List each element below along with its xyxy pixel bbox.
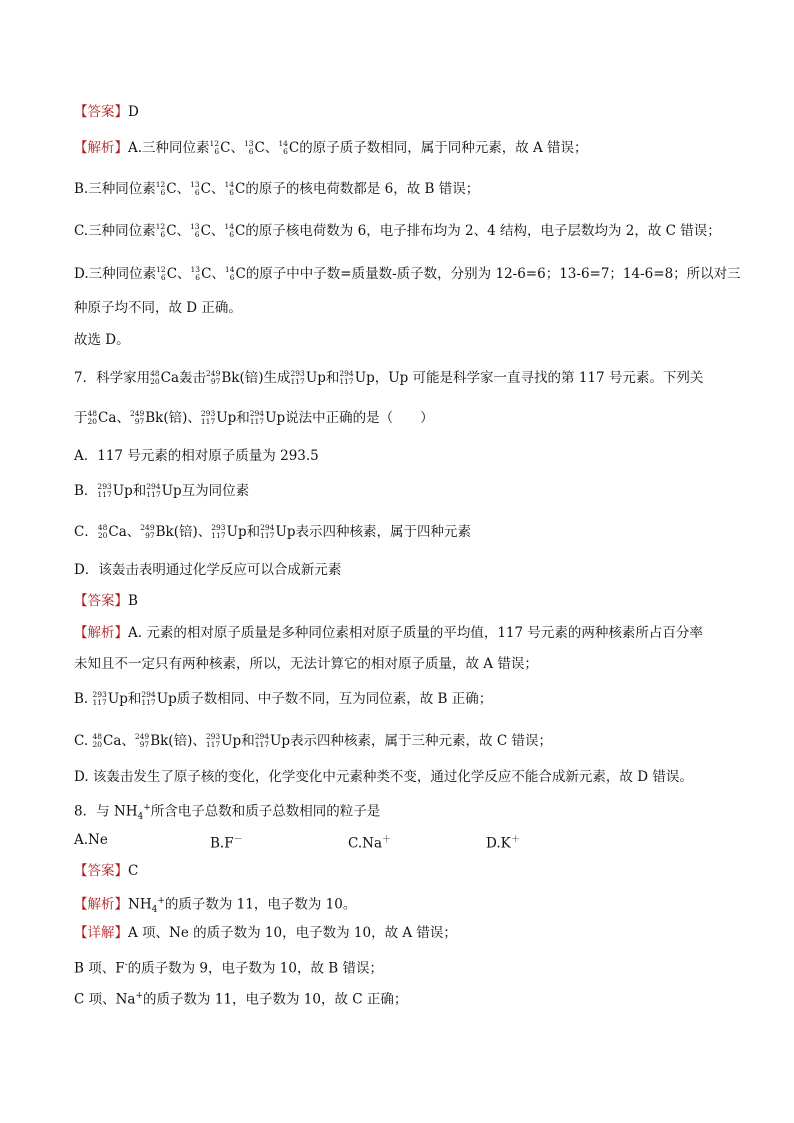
nuclide-c14: 14 6 C bbox=[224, 221, 246, 239]
nuclide-ca48: 48 20 Ca bbox=[97, 522, 127, 540]
q6-analysis-b: B.三种同位素 12 6 C、 13 6 C、 14 6 C的原子的核电荷数都是 6，故 B 错误； bbox=[74, 179, 480, 197]
q7-option-d: D．该轰击表明通过化学反应可以合成新元素 bbox=[74, 562, 342, 578]
q7-analysis-a1: 【解析】A. 元素的相对原子质量是多种同位素相对原子质量的平均值，117 号元素的两种核素所占百分率 bbox=[74, 625, 703, 641]
q6-analysis-d-cont: 种原子均不同，故 D 正确。 bbox=[74, 300, 242, 316]
answer-value: C bbox=[128, 863, 139, 879]
text: 的原子中中子数=质量数-质子数，分别为 12-6=6；13-6=7；14-6=8；所以对三 bbox=[245, 266, 741, 282]
nuclide-c12: 12 6 C bbox=[155, 179, 177, 197]
nuclide-bk249: 249 97 Bk(锫) bbox=[140, 522, 198, 540]
nuclide-c12: 12 6 C bbox=[156, 264, 178, 282]
answer-tag: 【答案】 bbox=[74, 863, 128, 879]
q7-answer-line bbox=[74, 591, 138, 611]
text: B.三种同位素 bbox=[74, 181, 156, 197]
q7-stem-line1: 7．科学家用 48 20 Ca轰击 249 97 Bk(锫)生成 293 117 Up和 294 117 Up，Up 可能是科学家一直寻找的第 117 号元素。下列关 bbox=[74, 368, 704, 386]
q8-analysis: 【解析】$NH_4^+$的质子数为 11，电子数为 10。 bbox=[74, 896, 357, 916]
nuclide-c14: 14 6 C bbox=[224, 179, 246, 197]
nuclide-up293: 293 117 Up bbox=[92, 689, 128, 707]
nuclide-ca48: 48 20 Ca bbox=[87, 408, 117, 426]
q7-analysis-c: C. 48 20 Ca、 249 97 Bk(锫)、 293 117 Up和 294 117 Up表示四种核素，属于三种元素，故 C 错误； bbox=[74, 731, 552, 749]
nuclide-up294: 294 117 Up bbox=[260, 522, 296, 540]
q6-answer-line bbox=[74, 102, 139, 122]
nuclide-up294: 294 117 Up bbox=[141, 689, 177, 707]
answer-tag: 【答案】 bbox=[74, 104, 128, 120]
text: 的原子质子数相同，属于同种元素，故 A 错误； bbox=[299, 140, 588, 156]
nuclide-ca48: 48 20 Ca bbox=[150, 368, 180, 386]
text: 的原子核电荷数为 6，电子排布均为 2、4 结构，电子层数均为 2，故 C 错误 bbox=[245, 223, 708, 239]
nuclide-up293: 293 117 Up bbox=[290, 368, 326, 386]
q7-option-c: C． 48 20 Ca、 249 97 Bk(锫)、 293 117 Up和 294 117 Up表示四种核素，属于四种元素 bbox=[74, 522, 471, 540]
q6-analysis-a: 【解析】A.三种同位素 12 6 C、 13 6 C、 14 6 C的原子质子数相同，属于同种元素，故 A 错误； bbox=[74, 138, 588, 156]
q6-conclusion: 故选 D。 bbox=[74, 332, 130, 348]
q8-option-d: D.K＋ bbox=[486, 835, 520, 852]
nuclide-c14: 14 6 C bbox=[224, 264, 246, 282]
q7-analysis-a2: 未知且不一定只有两种核素，所以，无法计算它的相对原子质量，故 A 错误； bbox=[74, 656, 538, 672]
q8-option-b: B.F－ bbox=[210, 835, 243, 852]
nuclide-ca48: 48 20 Ca bbox=[92, 731, 122, 749]
q7-analysis-b: B. 293 117 Up和 294 117 Up质子数相同、中子数不同，互为同位素，故 B 正确； bbox=[74, 689, 493, 707]
q7-analysis-d: D. 该轰击发生了原子核的变化，化学变化中元素种类不变，通过化学反应不能合成新元素，故 D 错误。 bbox=[74, 769, 693, 785]
analysis-tag: 【解析】 bbox=[74, 896, 128, 913]
nuclide-c13: 13 6 C bbox=[190, 179, 211, 197]
nuclide-up293: 293 117 Up bbox=[205, 731, 242, 749]
analysis-tag: 【解析】 bbox=[74, 140, 128, 156]
nuclide-up294: 294 117 Up bbox=[249, 408, 286, 426]
q7-stem-line2: 于 48 20 Ca、 249 97 Bk(锫)、 293 117 Up和 294 117 Up说法中正确的是（ ） bbox=[74, 408, 434, 426]
nuclide-up294: 294 117 Up bbox=[146, 481, 182, 499]
nuclide-up293: 293 117 Up bbox=[211, 522, 247, 540]
answer-value: D bbox=[128, 104, 139, 120]
q7-option-b: B． 293 117 Up和 294 117 Up互为同位素 bbox=[74, 481, 250, 499]
answer-value: B bbox=[128, 593, 138, 609]
nuclide-c13: 13 6 C bbox=[190, 264, 212, 282]
text: 的原子的核电荷数都是 6，故 B 错误； bbox=[245, 181, 480, 197]
q8-detail-c: C 项、Na+的质子数为 11，电子数为 10，故 C 正确； bbox=[74, 991, 408, 1008]
nuclide-c13: 13 6 C bbox=[243, 138, 265, 156]
q6-analysis-d: D.三种同位素 12 6 C、 13 6 C、 14 6 C的原子中中子数=质量数-质子数，分别为 12-6=6；13-6=7；14-6=8；所以对三 bbox=[74, 264, 741, 282]
nuclide-c12: 12 6 C bbox=[209, 138, 231, 156]
q8-answer-line bbox=[74, 861, 138, 881]
nuclide-bk249: 249 97 Bk(锫) bbox=[206, 368, 264, 386]
text: C.三种同位素 bbox=[74, 223, 156, 239]
nuclide-bk249: 249 97 Bk(锫) bbox=[129, 408, 188, 426]
q6-analysis-c: C.三种同位素 12 6 C、 13 6 C、 14 6 C的原子核电荷数为 6，电子排布均为 2、4 结构，电子层数均为 2，故 C 错误； bbox=[74, 221, 721, 239]
text: D.三种同位素 bbox=[74, 266, 157, 282]
analysis-tag: 【解析】 bbox=[74, 625, 128, 641]
q8-detail-a: 【详解】A 项、Ne 的质子数为 10，电子数为 10，故 A 错误； bbox=[74, 925, 457, 941]
nuclide-bk249: 249 97 Bk(锫) bbox=[134, 731, 193, 749]
nuclide-up293: 293 117 Up bbox=[97, 481, 133, 499]
detail-tag: 【详解】 bbox=[74, 925, 128, 941]
q8-stem: 8．与 $NH_4^+$所含电子总数和质子总数相同的粒子是 bbox=[74, 803, 381, 823]
answer-tag: 【答案】 bbox=[74, 593, 128, 609]
nuclide-up294: 294 117 Up bbox=[254, 731, 291, 749]
text: ； bbox=[707, 223, 721, 239]
text: A.三种同位素 bbox=[128, 140, 210, 156]
q8-option-c: C.Na＋ bbox=[348, 835, 392, 852]
nuclide-c14: 14 6 C bbox=[278, 138, 300, 156]
nuclide-c13: 13 6 C bbox=[190, 221, 211, 239]
q7-option-a: A．117 号元素的相对原子质量为 293.5 bbox=[74, 448, 319, 464]
q8-option-a: A.Ne bbox=[74, 832, 108, 848]
q8-detail-b: B 项、F-的质子数为 9，电子数为 10，故 B 错误； bbox=[74, 960, 383, 977]
nuclide-up293: 293 117 Up bbox=[200, 408, 237, 426]
nuclide-up294: 294 117 Up bbox=[339, 368, 375, 386]
nuclide-c12: 12 6 C bbox=[155, 221, 177, 239]
